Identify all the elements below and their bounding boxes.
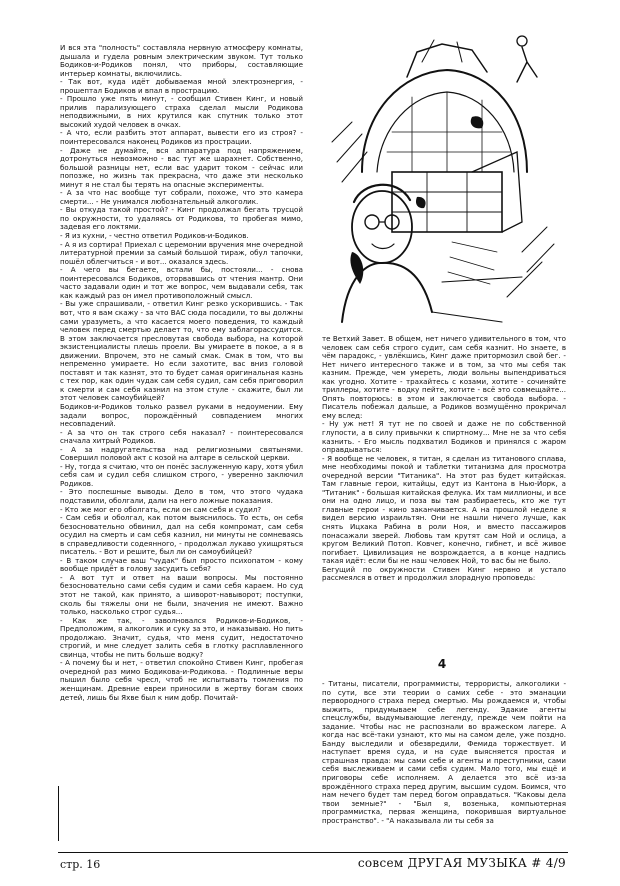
text-column-right-bottom: - Титаны, писатели, программисты, террористы, алкоголики - по сути, все эти теории о самих себе - это эманации первородного страха перед смертью. Мы рождаемся и, чтобы выжить, придумываем себе легенду. Эдакие агенты спецслужбы, выдумывающие легенду, прежде чем пойти на задание. Чтобы нас не распознали во вражеском лагере. А когда нас всё-таки узнают, кто мы на самом деле, уже поздно. Банду выследили и обезвредили, Фемида торжествует. И наступает время суда, и на суде выясняется простая и страшная правда: мы сами себе и агенты и преступники, сами себя выслеживаем и сами себя судим. Мало того, мы ещё и приговоры себе исполняем. А делается это всё из-за врождённого страха перед другим, высшим судом. Боимся, что нам нечего будет там перед богом оправдаться. "Каковы дела твои земные?" - "Был я, возенька, компьютерная программистка, первая женщина, покорившая виртуальное пространство". - "А наказывала ли ты себя за	[322, 679, 569, 825]
magazine-title: совсем ДРУГАЯ МУЗЫКА # 4/9	[357, 856, 566, 870]
ink-illustration	[322, 22, 562, 327]
page-number: стр. 16	[60, 858, 101, 871]
footer-rule	[58, 852, 568, 853]
section-number: 4	[437, 657, 447, 671]
text-column-left: И вся эта "полность" составляла нервную атмосферу комнаты, дышала и гудела ровным электрическим звуком. Тут только Бодиков-и-Родиков понял, что приборы, составляющие интерьер комнаты, включились. - Так вот, куда идёт добываемая мной электроэнергия, - прошептал Бодиков и впал в прострацию. - Прошло уже пять минут, - сообщил Стивен Кинг, и новый прилив парализующего страха сделал мысли Родикова неподвижными, в них крутился как спутник только этот высокий худой человек в очках. - А что, если разбить этот аппарат, вывести его из строя? - поинтересовался наконец Родиков из прострации. - Даже не думайте, вся аппаратура под напряжением, дотронуться невозможно - вас тут же шарахнет. Собственно, большой разницы нет, если вас ударит током - сейчас или попозже, но жизнь так прекрасна, что даже эти несколько минут я не стал бы терять на опасные эксперименты. - А за что нас вообще тут собрали, похоже, что это камера смерти... - Не унимался любознательный алкоголик. - Вы откуда такой простой? - Кинг продолжал бегать трусцой по окружности, то удаляясь от Родикова, то пробегая мимо, задевая его локтями. - Я из кухни, - честно ответил Родиков-и-Бодиков. - А я из сортира! Приехал с церемонии вручения мне очередной литературной премии за самый большой тираж, обул тапочки, пошёл облегчиться - и вот... оказался здесь. - А чего вы бегаете, встали бы, постояли... - снова поинтересовался Бодиков, оторвавшись от чтения мантр. Они часто задавали один и тот же вопрос, чем выдавали себя, так как каждый раз он имел противоположный смысл. - Вы уже спрашивали, - ответил Кинг резко ускорившись. - Так вот, что я вам скажу - за что ВАС сюда посадили, то вы должны сами уразуметь, а что касается моего поведения, то каждый человек перед смертью делает то, что ему заблагорассудится. В этом заключается пресловутая свобода выбора, на которой экзистенциалисты плешь проели. Вы умираете в покое, а я в движении. Впрочем, это не самый смак. Смак в том, что вы непременно умираете. Но если захотите, вас вниз головой поставят и так казнят, это то будет самая оригинальная казнь с тех пор, как один чудак сам себя судил, сам себя приговорил к смерти и сам себя казнил на этом стуле - скажите, был ли этот человек самоубийцей? Бодиков-и-Родиков только развел руками в недоумении. Ему задали вопрос, порождённый совпадением многих несовпадений. - А за что он так строго себя наказал? - поинтересовался сначала хитрый Родиков. - А за надругательства над религиозными святынями. Совершил половой акт с козой на алтаре в сельской церкви. - Ну, тогда я считаю, что он понёс заслуженную кару, хотя убил себя сам и судил себя слишком строго, - уверенно заключил Родиков. - Это поспешные выводы. Дело в том, что этого чудака подставили, оболгали, дали на него ложные показания. - Кто же мог его оболгать, если он сам себя и судил? - Сам себя и оболгал, как потом выяснилось. То есть, он себя безосновательно обвинил, дал на себя компромат, сам себя осудил на смерть и сам себя казнил, ни минуты не сомневаясь в справедливости содеянного, - продолжал лукаво ухищряться писатель. - Вот и решите, был ли он самоубийцей? - В таком случае ваш "чудак" был просто психопатом - кому вообще придёт в голову засудить себя? - А вот тут и ответ на ваши вопросы. Мы постоянно безосновательно сами себя судим и сами себя караем. Но суд этот не такой, как принято, а шиворот-навыворот; поступки, сколь бы тяжелы они не были, значения не имеют. Важно только, насколько строг судья... - Как же так, - заволновался Родиков-и-Бодиков, - Предположим, я алкоголик и суку за это, и наказываю. Но пить продолжаю. Значит, судья, что меня судит, недостаточно строгий, и мне следует залить себя в глотку расплавленного свинца, чтобы не пить больше водку? - А почему бы и нет, - ответил спокойно Стивен Кинг, пробегая очередной раз мимо Бодикова-и-Родикова. - Подлинные веры пышил было себя чресл, чтоб не испытывать томления по женщинам. Древние евреи приносили в жертву богам своих детей, лишь бы Яхве был к ним добр. Почитай-	[60, 43, 303, 702]
margin-mark	[58, 786, 63, 841]
text-column-right-top: те Ветхий Завет. В общем, нет ничего удивительного в том, что человек сам себя строго судит, сам себя казнит. Но знаете, в чём парадокс, - увлёкшись, Кинг даже притормозил свой бег. - Нет ничего интересного также и в том, за что мы себя так казним. Прежде, чем умереть, люди вольны выпендриваться как угодно. Хотите - трахайтесь с козами, хотите - сочиняйте триллеры, хотите - водку пейте, хотите - всё это совмещайте... Опять повторюсь: в этом и заключается свобода выбора. - Писатель побежал дальше, а Родиков возмущённо прокричал ему вслед: - Ну уж нет! Я тут не по своей и даже не по собственной глупости, а в силу привычки к спиртному... Мне не за что себя казнить. - Его мысль подхватил Бодиков и принялся с жаром оправдываться: - Я вообще не человек, я титан, я сделан из титанового сплава, мне необходимы покой и таблетки титанизма для просмотра очередной версии "Титаника". На этот раз будет китайская. Там главные герои, китайцы, едут из Кантона в Нью-Йорк, а "Титаник" - большая китайская фелука. Их там миллионы, и все они на одно лицо, и поза вы там разбираетесь, кто же тут главные герои - кино заканчивается. А на прошлой неделе я видел версию израильтян. Они не нашли ничего лучше, как снять Ицхака Рабина в роли Ноя, и вместо пассажиров понасажали зверей. Любовь там крутят сам Ной и ослица, а кругом Великий Потоп. Ковчег, конечно, гибнет, и всё живое погибает. Цивилизация не возрождается, а в конце надпись такая идёт: если бы не наш человек Ной, то вас бы не было. Бегущий по окружности Стивен Кинг нервно и устало рассмеялся в ответ и продолжил злорадную проповедь:	[322, 334, 566, 583]
